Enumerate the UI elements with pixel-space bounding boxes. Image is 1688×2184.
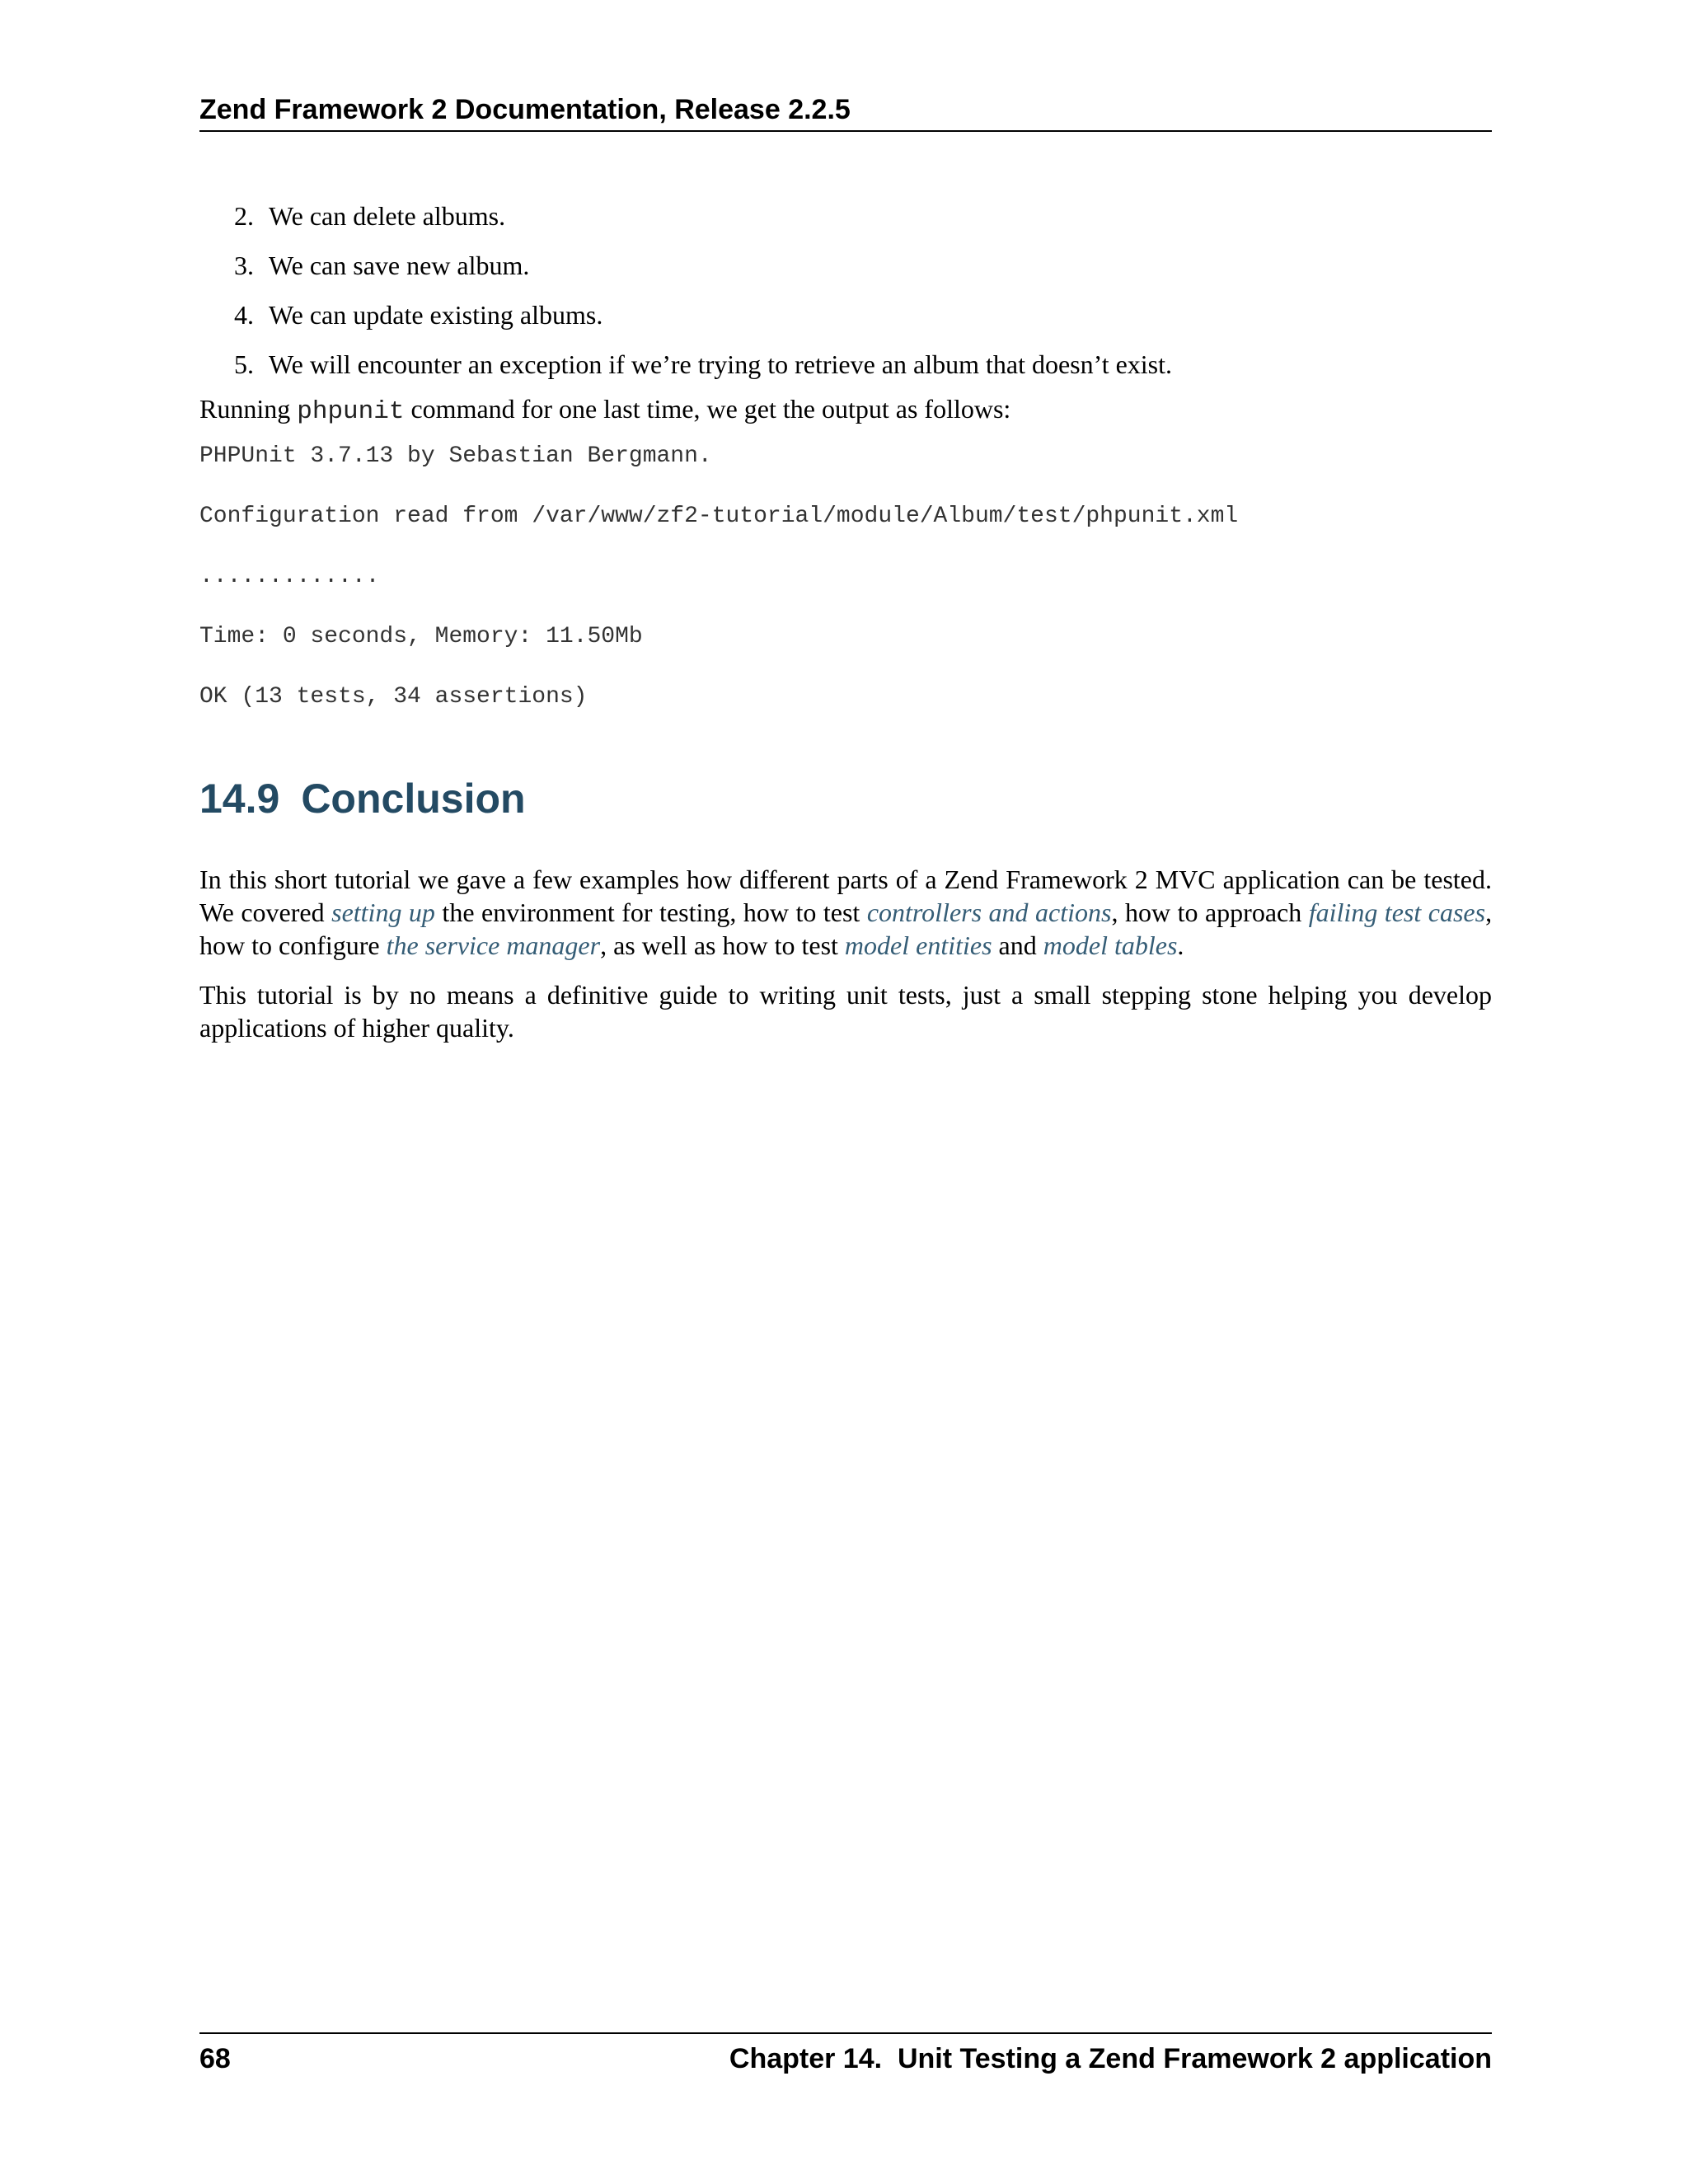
command-output-block [199, 440, 1492, 741]
link-model-entities[interactable]: model entities [844, 930, 992, 960]
link-setting-up[interactable]: setting up [331, 898, 435, 927]
paragraph-text: , how to approach [1111, 898, 1309, 927]
output-line: Configuration read from /var/www/zf2-tutorial/module/Album/test/phpunit.xml [199, 504, 1239, 529]
link-service-manager[interactable]: the service manager [386, 930, 601, 960]
output-line: ............. [199, 564, 380, 589]
output-line: Time: 0 seconds, Memory: 11.50Mb [199, 624, 643, 649]
list-item-number: 3. [234, 251, 254, 280]
list-item-text: We can save new album. [269, 251, 530, 280]
intro-text-after: command for one last time, we get the output as follows: [404, 394, 1011, 424]
list-item-text: We will encounter an exception if we’re trying to retrieve an album that doesn’t exist. [269, 349, 1173, 379]
document-page [199, 0, 1492, 2184]
link-controllers-and-actions[interactable]: controllers and actions [866, 898, 1112, 927]
list-item [199, 297, 1492, 346]
paragraph-text: . [1177, 930, 1184, 960]
page-content [199, 198, 1492, 1044]
running-footer [199, 2032, 1492, 2083]
feature-list [199, 198, 1492, 396]
list-item-text: We can delete albums. [269, 201, 506, 231]
list-item [199, 346, 1492, 396]
section-number: 14.9 [199, 776, 280, 822]
output-line: OK (13 tests, 34 assertions) [199, 684, 588, 710]
list-item-number: 2. [234, 201, 254, 231]
paragraph-text: , how to configure [199, 898, 1493, 960]
output-line: PHPUnit 3.7.13 by Sebastian Bergmann. [199, 443, 712, 469]
link-failing-test-cases[interactable]: failing test cases [1308, 898, 1486, 927]
conclusion-paragraph-2: This tutorial is by no means a definitive guide to writing unit tests, just a small stepping stone helping you develop applications of higher quality. [199, 980, 1492, 1043]
page-number: 68 [199, 2043, 231, 2074]
list-item-number: 4. [234, 300, 254, 330]
paragraph-text: , as well as how to test [600, 930, 845, 960]
list-item [199, 247, 1492, 297]
chapter-title: Chapter 14. Unit Testing a Zend Framework 2 application [729, 2043, 1492, 2074]
conclusion-paragraph-1 [199, 863, 1492, 962]
header-title: Zend Framework 2 Documentation, Release 2.2.5 [199, 94, 851, 125]
list-item-text: We can update existing albums. [269, 300, 603, 330]
list-item-number: 5. [234, 349, 254, 379]
section-title: Conclusion [301, 776, 526, 822]
list-item [199, 198, 1492, 247]
intro-paragraph [199, 392, 1492, 429]
paragraph-text: In this short tutorial we gave a few examples how different parts of a Zend Framework 2 MVC application can be tested. We covered [199, 865, 1492, 927]
intro-text-before: Running [199, 394, 298, 424]
link-model-tables[interactable]: model tables [1043, 930, 1178, 960]
section-heading [199, 774, 1492, 823]
inline-code-phpunit: phpunit [297, 397, 405, 426]
paragraph-text: the environment for testing, how to test [434, 898, 867, 927]
running-header [199, 89, 1492, 132]
paragraph-text: and [992, 930, 1043, 960]
